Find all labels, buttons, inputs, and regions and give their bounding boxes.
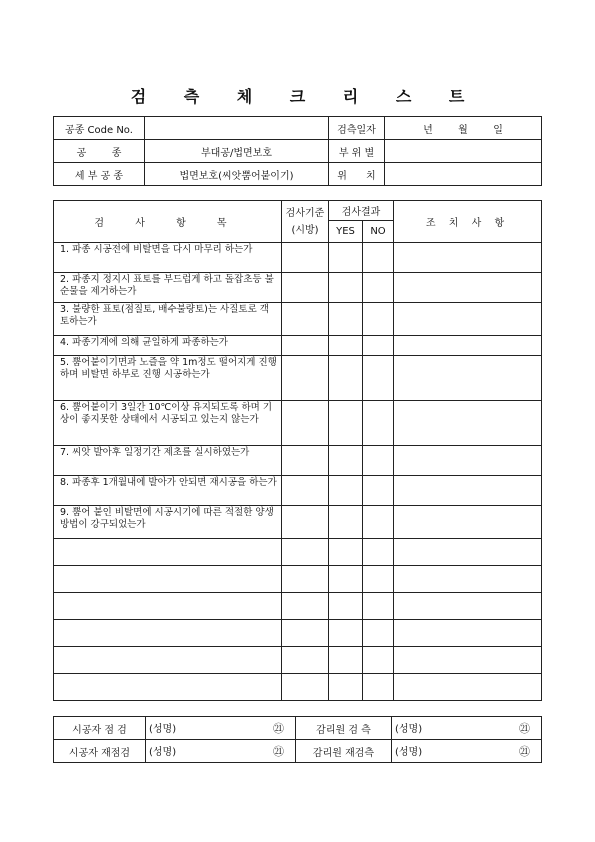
- no-checkbox-cell[interactable]: [363, 273, 394, 303]
- no-checkbox-cell[interactable]: [363, 243, 394, 273]
- checklist-item-text: [54, 539, 282, 566]
- action-cell[interactable]: [394, 620, 542, 647]
- checklist-item-text: 3. 불량한 표토(점질토, 배수불량토)는 사질토로 객토하는가: [54, 303, 282, 336]
- location-field[interactable]: [385, 163, 542, 186]
- standard-cell[interactable]: [282, 243, 329, 273]
- signature-name-text: (성명): [395, 724, 423, 735]
- checklist-row: [54, 506, 542, 539]
- yes-checkbox-cell[interactable]: [329, 620, 363, 647]
- no-checkbox-cell[interactable]: [363, 647, 394, 674]
- code-value-field[interactable]: [145, 117, 329, 140]
- standard-cell[interactable]: [282, 674, 329, 701]
- standard-cell[interactable]: [282, 593, 329, 620]
- contractor-check-label: 시공자 점 검: [54, 717, 146, 740]
- checklist-item-text: [54, 674, 282, 701]
- document-title: 검 측 체 크 리 스 트: [130, 87, 481, 106]
- standard-cell[interactable]: [282, 356, 329, 401]
- yes-checkbox-cell[interactable]: [329, 356, 363, 401]
- location-label: 위 치: [329, 163, 385, 186]
- seal-icon: ㉑: [273, 745, 284, 758]
- inspection-date-field[interactable]: 년 월 일: [385, 117, 542, 140]
- no-checkbox-cell[interactable]: [363, 356, 394, 401]
- checklist-row: [54, 593, 542, 620]
- no-checkbox-cell[interactable]: [363, 303, 394, 336]
- checklist-item-text: [54, 593, 282, 620]
- no-checkbox-cell[interactable]: [363, 446, 394, 476]
- info-table: [53, 116, 542, 186]
- part-field[interactable]: [385, 140, 542, 163]
- detail-work-value[interactable]: 법면보호(씨앗뿜어붙이기): [145, 163, 329, 186]
- checklist-row: [54, 356, 542, 401]
- no-checkbox-cell[interactable]: [363, 674, 394, 701]
- action-cell[interactable]: [394, 566, 542, 593]
- contractor-check-signature[interactable]: [146, 717, 296, 740]
- checklist-item-text: [54, 566, 282, 593]
- checklist-row: [54, 446, 542, 476]
- yes-checkbox-cell[interactable]: [329, 674, 363, 701]
- yes-checkbox-cell[interactable]: [329, 539, 363, 566]
- seal-icon: ㉑: [519, 722, 530, 735]
- yes-header: YES: [329, 221, 363, 243]
- code-label: 공종 Code No.: [54, 117, 145, 140]
- checklist-item-text: 8. 파종후 1개월내에 발아가 안되면 재시공을 하는가: [54, 476, 282, 506]
- action-cell[interactable]: [394, 446, 542, 476]
- standard-cell[interactable]: [282, 506, 329, 539]
- supervisor-check-label: 감리원 검 측: [296, 717, 392, 740]
- checklist-row: [54, 273, 542, 303]
- standard-cell[interactable]: [282, 647, 329, 674]
- seal-icon: ㉑: [519, 745, 530, 758]
- standard-header: [282, 201, 329, 243]
- checklist-row: [54, 674, 542, 701]
- work-type-label: 공 종: [54, 140, 145, 163]
- action-cell[interactable]: [394, 593, 542, 620]
- detail-work-label: 세 부 공 종: [54, 163, 145, 186]
- checklist-item-text: 2. 파종지 정지시 표토를 부드럽게 하고 돌잡초등 불순물을 제거하는가: [54, 273, 282, 303]
- checklist-body: [54, 243, 542, 701]
- part-label: 부 위 별: [329, 140, 385, 163]
- action-cell[interactable]: [394, 506, 542, 539]
- supervisor-check-signature[interactable]: [392, 717, 542, 740]
- standard-cell[interactable]: [282, 476, 329, 506]
- checklist-row: [54, 336, 542, 356]
- checklist-item-text: 5. 뿜어붙이기면과 노즐을 약 1m정도 떨어지게 진행하며 비탈면 하부로 진행 시공하는가: [54, 356, 282, 401]
- signature-table: [53, 716, 542, 763]
- yes-checkbox-cell[interactable]: [329, 303, 363, 336]
- item-header: 검 사 항 목: [54, 201, 282, 243]
- checklist-row: [54, 401, 542, 446]
- yes-checkbox-cell[interactable]: [329, 647, 363, 674]
- checklist-item-text: 9. 뿜어 붙인 비탈면에 시공시기에 따른 적절한 양생 방법이 강구되었는가: [54, 506, 282, 539]
- supervisor-recheck-signature[interactable]: [392, 740, 542, 763]
- result-header: 검사결과: [329, 201, 394, 221]
- no-checkbox-cell[interactable]: [363, 336, 394, 356]
- no-checkbox-cell[interactable]: [363, 566, 394, 593]
- checklist-item-text: 6. 뿜어붙이기 3일간 10℃이상 유지되도록 하며 기상이 좋지못한 상태에서 시공되고 있는지 않는가: [54, 401, 282, 446]
- yes-checkbox-cell[interactable]: [329, 476, 363, 506]
- action-cell[interactable]: [394, 273, 542, 303]
- no-checkbox-cell[interactable]: [363, 401, 394, 446]
- standard-header-line2: (시방): [291, 224, 319, 236]
- standard-header-line1: 검사기준: [285, 207, 325, 219]
- yes-checkbox-cell[interactable]: [329, 593, 363, 620]
- checklist-item-text: 4. 파종기계에 의해 균일하게 파종하는가: [54, 336, 282, 356]
- checklist-item-text: 7. 씨앗 발아후 일정기간 제초를 실시하였는가: [54, 446, 282, 476]
- yes-checkbox-cell[interactable]: [329, 566, 363, 593]
- standard-cell[interactable]: [282, 446, 329, 476]
- no-header: NO: [363, 221, 394, 243]
- contractor-recheck-signature[interactable]: [146, 740, 296, 763]
- standard-cell[interactable]: [282, 620, 329, 647]
- checklist-row: [54, 243, 542, 273]
- no-checkbox-cell[interactable]: [363, 476, 394, 506]
- no-checkbox-cell[interactable]: [363, 620, 394, 647]
- signature-name-text: (성명): [149, 747, 177, 758]
- standard-cell[interactable]: [282, 401, 329, 446]
- action-cell[interactable]: [394, 476, 542, 506]
- checklist-item-text: 1. 파종 시공전에 비탈면을 다시 마무리 하는가: [54, 243, 282, 273]
- inspection-date-label: 검측일자: [329, 117, 385, 140]
- checklist-item-text: [54, 647, 282, 674]
- yes-checkbox-cell[interactable]: [329, 401, 363, 446]
- checklist-row: [54, 566, 542, 593]
- action-cell[interactable]: [394, 336, 542, 356]
- yes-checkbox-cell[interactable]: [329, 243, 363, 273]
- no-checkbox-cell[interactable]: [363, 593, 394, 620]
- work-type-value[interactable]: 부대공/법면보호: [145, 140, 329, 163]
- checklist-table: [53, 200, 542, 701]
- action-header: 조 치 사 항: [394, 201, 542, 243]
- standard-cell[interactable]: [282, 336, 329, 356]
- no-checkbox-cell[interactable]: [363, 506, 394, 539]
- action-cell[interactable]: [394, 539, 542, 566]
- standard-cell[interactable]: [282, 566, 329, 593]
- standard-cell[interactable]: [282, 273, 329, 303]
- action-cell[interactable]: [394, 647, 542, 674]
- signature-name-text: (성명): [395, 747, 423, 758]
- signature-name-text: (성명): [149, 724, 177, 735]
- yes-checkbox-cell[interactable]: [329, 506, 363, 539]
- seal-icon: ㉑: [273, 722, 284, 735]
- yes-checkbox-cell[interactable]: [329, 273, 363, 303]
- action-cell[interactable]: [394, 674, 542, 701]
- action-cell[interactable]: [394, 243, 542, 273]
- checklist-row: [54, 647, 542, 674]
- action-cell[interactable]: [394, 401, 542, 446]
- contractor-recheck-label: 시공자 재점검: [54, 740, 146, 763]
- standard-cell[interactable]: [282, 303, 329, 336]
- no-checkbox-cell[interactable]: [363, 539, 394, 566]
- yes-checkbox-cell[interactable]: [329, 446, 363, 476]
- checklist-row: [54, 539, 542, 566]
- supervisor-recheck-label: 감리원 재검측: [296, 740, 392, 763]
- checklist-item-text: [54, 620, 282, 647]
- action-cell[interactable]: [394, 356, 542, 401]
- action-cell[interactable]: [394, 303, 542, 336]
- checklist-row: [54, 620, 542, 647]
- checklist-row: [54, 476, 542, 506]
- standard-cell[interactable]: [282, 539, 329, 566]
- yes-checkbox-cell[interactable]: [329, 336, 363, 356]
- checklist-row: [54, 303, 542, 336]
